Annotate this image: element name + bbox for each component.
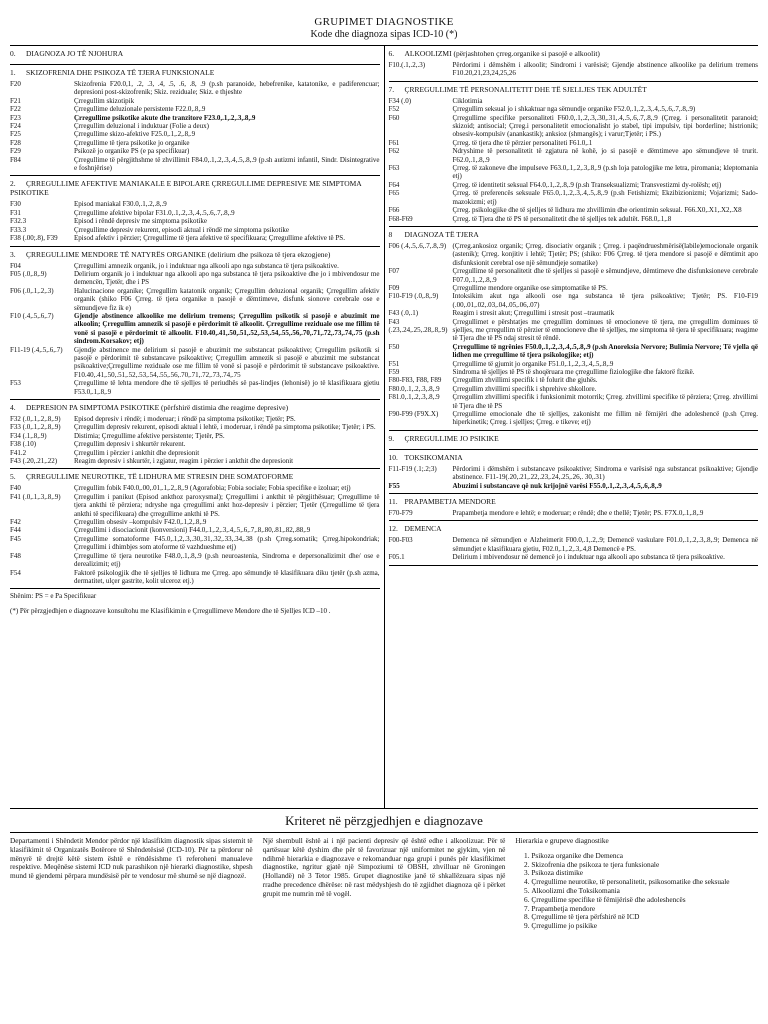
diagnosis-description: Çrregullime specifike personaliteti F60.0,.1,.2,.3,.30,.31,.4,.5,.6,.7,.8,.9 (Çrreg. i personalitetit paranoid; skizoid; antisocial; Çrreg.i personalitetit emocionalisht jo stabel, tipi impulsiv, tipi borderline; histrionik; obsesiv-kompulsiv (anankastik); anksioz (shmangës); i varur;Tjetër; i PS.) — [452, 113, 758, 139]
section-heading — [10, 68, 380, 77]
diagnosis-description: Sindroma të sjelljes të PS të shoqëruara me çrregullime fiziologjike dhe faktorë fizikë. — [452, 368, 695, 376]
diagnosis-description: Halucinacione organike; Çrregullim katatonik organik; Çrregullim deluzional organik; Çrregullim afektiv organik (shiko F06 Çrreg. të tjera organike n pasojë e dëmtimeve, disfunk sionove cerebrale ose e sëmundjeve fiz ik e) — [74, 286, 380, 312]
diagnosis-row — [389, 267, 759, 284]
diagnosis-description: Çrregullim i panikut (Episod ankthoz paroxysmal); Çrregullimi i ankthit të përgjithësuar; Çrregullime të tjera ankthi të përziera; ndryshe nga çrregullimi ankt hoz-depresiv i përzier; Tjetër (Çrregullime të tjera ankthi të specifikuara) dhe çrregullime ankthi të PS. — [74, 492, 380, 518]
diagnosis-row — [10, 552, 380, 569]
diagnosis-code: F55 — [388, 481, 400, 490]
diagnosis-row — [389, 482, 759, 490]
diagnosis-row — [389, 465, 759, 482]
abbreviation-note: Shënim: PS = e Pa Specifikuar — [10, 592, 97, 601]
section-number: 5. — [10, 472, 16, 482]
criteria-section — [10, 833, 758, 931]
diagnosis-code: F28 — [10, 138, 21, 147]
diagnosis-row — [389, 410, 759, 427]
diagnosis-section — [10, 400, 380, 469]
diagnosis-code: F09 — [388, 283, 400, 292]
diagnosis-code: F10-F19 (.0,.8,.9) — [388, 292, 439, 301]
diagnosis-code: F52 — [388, 105, 400, 114]
diagnosis-code: F42 — [10, 518, 21, 527]
diagnosis-row — [10, 262, 380, 270]
diagnosis-code: F32 (.0,.1,.2,.8,.9) — [10, 415, 61, 423]
diagnosis-row — [10, 200, 380, 208]
diagnosis-code: F43 (.20,.21,.22) — [10, 457, 58, 466]
diagnosis-row — [10, 105, 380, 113]
diagnosis-description: Demenca në sëmundjen e Alzheimerit F00.0,.1,.2,.9; Demencë vaskulare F01.0,.1,.2,.3,.8,.9; Demenca në sëmundjet e klasifikuara gjetiu, F02.0,.1,.2,.3,.4,8 Demencë e PS. — [452, 536, 758, 553]
section-title: TOKSIKOMANIA — [404, 452, 463, 462]
diagnosis-row — [389, 509, 759, 517]
diagnosis-row — [389, 114, 759, 139]
diagnosis-description: Çrregullime depresiv rekurent, episodi aktual i rëndë me simptoma psikotike — [74, 225, 290, 234]
diagnosis-description: Çrregullime psikotike akute dhe tranzitore F23.0,.1,.2,.3,.8,.9 — [74, 113, 256, 122]
diagnosis-description: Çrregullime somatoforme F45.0,.1,2,.3,.30,.31,.32,.33,.34,.38 (p.sh Çrreg.somatik; Çrreg.hipokondriak; Çrregullimi i dhimbjes som atoforme të vazhdueshme etj) — [74, 534, 380, 552]
criteria-paragraph-2: Një shembull është ai i një pacienti depresiv që është edhe i alkoolizuar. Për të qartësuar këtë dyshim dhe për të favorizuar një uniformitet ne gjykim, vjen në ndihmë hierarkia e diagnozave e rekomanduar nga grupi i punës për klasifikimet diagnostike, ngritur gjatë një Simpoziumi të OBSH, zhvilluar në Groningen (Hollandë) në 3 Tetor 1985. Grupet diagnostike janë të shkallëzuara sipas një rradhe precedence dhërëse: në rast mëdyshjesh do të zgjidhet diagnoza që i përket grupit me numrin më të vogël. — [262, 836, 506, 898]
diagnosis-row — [10, 312, 380, 346]
diagnosis-row — [389, 368, 759, 376]
diagnosis-row — [10, 457, 380, 465]
diagnosis-code: F70-F79 — [388, 509, 413, 518]
diagnosis-code: F11-F19 (.1;.2;3) — [388, 464, 437, 473]
diagnosis-description: Çrregullim deluzional i induktuar (Folie a deux) — [74, 122, 209, 131]
diagnosis-code: F07 — [388, 267, 400, 276]
diagnosis-description: Çrregullim zhvillimi specifik i shprehive shkollore. — [452, 384, 597, 393]
diagnosis-description: Çrregullim zhvillimi specifik i funksionimit motorrik; Çrreg. zhvillimi specifike të përziera; Çrreg. zhvillimi të Tjera dhe të PS — [452, 393, 758, 410]
diagnosis-code: F65 — [388, 189, 400, 198]
diagnosis-section — [389, 450, 759, 494]
diagnosis-row — [389, 376, 759, 384]
diagnosis-row — [10, 432, 380, 440]
diagnosis-description: Çrreg. të tjera dhe të përzier personaliteti F61.0,.1 — [452, 138, 593, 147]
diagnosis-code: F23 — [10, 113, 21, 122]
diagnosis-description: Çrregullime të përgjithshme të zhvillimit F84.0,.1,.2,.3,.4,.5,.8,.9 (p.sh autizmi infantil, Sindr. Disintegrative e foshnjërise) — [74, 155, 380, 173]
diagnosis-description: Çrregullim seksual jo i shkaktuar nga sëmundje organike F52.0,.1,.2,.3,.4,.5,.6,.7,.8,.9) — [452, 105, 696, 114]
diagnosis-row — [10, 234, 380, 242]
diagnosis-row — [10, 287, 380, 312]
section-number: 3. — [10, 249, 16, 259]
diagnosis-row — [10, 526, 380, 534]
diagnosis-description: Abuzimi i substancave që nuk krijojnë varësi F55.0,.1,.2,.3,.4,.5,.6,.8,.9 — [452, 481, 662, 490]
diagnosis-row — [389, 215, 759, 223]
diagnosis-code: F63 — [388, 164, 400, 173]
diagnosis-row — [389, 343, 759, 360]
diagnosis-description: Gjendje abstinence me delirium si pasojë e abuzimit me substancat psikoaktive; Çrregullim psikotik si pasojë e përdorimit të substancave psikoaktive; Çrregullim amnezik si pasojë e abuzimit me substancat psikoaktive;Çrregullime reziduale ose me fillim të vonë si pasojë e përdorimit të substancave psikoaktive. F10.40,.41,.50,.51,.52,.53,.54,.55,.56,.70,.71,.72,.73,.74,.75 — [74, 345, 380, 379]
diagnosis-row — [10, 423, 380, 431]
page-subtitle: Kode dhe diagnoza sipas ICD-10 (*) — [310, 29, 458, 40]
diagnosis-row — [10, 156, 380, 173]
diagnosis-row — [389, 292, 759, 309]
criteria-title: Kriteret në përzgjedhjen e diagnozave — [10, 809, 758, 833]
diagnosis-description: Çrreg. të identitetit seksual F64.0,.1,.2,.8,.9 (p.sh Transeksualizmi; Transvestizmi dy-rolësh; etj) — [452, 180, 722, 189]
diagnosis-code: F25 — [10, 130, 21, 139]
diagnosis-description: Çrregullime të gjumit jo organike F51.0,.1,.2,.3,.4,.5,.8,.9 — [452, 359, 614, 368]
section-number: 7. — [388, 84, 395, 94]
section-number: 12. — [388, 524, 398, 534]
diagnosis-row — [10, 440, 380, 448]
hierarchy-item: 5. Alkoolizmi dhe Toksikomania — [531, 887, 758, 896]
section-title: DEMENCA — [404, 524, 442, 534]
section-heading — [389, 434, 759, 443]
diagnosis-row — [10, 449, 380, 457]
diagnosis-row — [389, 147, 759, 164]
section-title: ALKOOLIZMI (përjashtohen çrreg.organike si pasojë e alkoolit) — [404, 49, 600, 58]
section-title: SKIZOFRENIA DHE PSIKOZA TË TJERA FUNKSIONALE — [26, 68, 215, 77]
diagnosis-description: Çrregullim obsesiv –kompulsiv F42.0,.1,2,.8,.9 — [74, 518, 207, 527]
diagnosis-row — [389, 385, 759, 393]
diagnosis-code: F48 — [10, 551, 21, 560]
diagnosis-row — [389, 97, 759, 105]
section-title: PRAPAMBETJA MENDORE — [404, 497, 496, 507]
diagnosis-section — [389, 227, 759, 431]
diagnosis-code: F84 — [10, 155, 21, 164]
section-heading — [10, 403, 380, 412]
diagnosis-code: F41.2 — [10, 448, 27, 457]
diagnosis-section — [389, 46, 759, 82]
diagnosis-description: Çrregullime skizo-afektive F25.0,.1,.2,.8,.9 — [74, 130, 196, 139]
diagnosis-description: Reagim i stresit akut; Çrregullimi i stresit post –traumatik — [452, 309, 615, 318]
hierarchy-item: 7. Prapambetja mendore — [531, 905, 758, 914]
diagnosis-row — [10, 535, 380, 552]
diagnosis-code: F59 — [388, 368, 400, 376]
diagnosis-row — [389, 318, 759, 343]
section-title: DIAGNOZA JO TË NJOHURA — [26, 49, 124, 58]
diagnosis-code: F29 — [10, 147, 21, 156]
diagnosis-description: Ndryshime të personalitetit të zgjatura në kohë, jo si pasojë e dëmtimeve apo sëmundjeve të trurit. F62.0,.1,.8,.9 — [452, 147, 758, 164]
left-column — [10, 46, 385, 808]
diagnosis-row — [389, 206, 759, 214]
diagnosis-description: Çrregullimi amnezik organik, jo i induktuar nga alkooli apo nga substanca të tjera psikoaktive. — [74, 261, 339, 270]
diagnosis-code: F20 — [10, 80, 21, 88]
hierarchy-item: 9. Çrregullime jo psikike — [531, 922, 758, 931]
diagnosis-description: Çrregullime të lehta mendore dhe të sjelljes të periudhës së pas-lindjes (lehonisë) jo të klasifikuara gjetiu F53.0,.1,.8,.9 — [74, 379, 380, 396]
footnote: (*) Për përzgjedhjen e diagnozave konsultohu me Klasifikimin e Çrregullimeve Mendore dhe të Sjelljes ICD –10 . — [10, 606, 331, 615]
diagnosis-description: Episod maniakal F30.0,.1,.2,.8,.9 — [74, 200, 167, 209]
section-heading — [389, 524, 759, 533]
diagnosis-code: F51 — [388, 359, 400, 368]
diagnosis-code: F61 — [388, 138, 400, 147]
section-number: 8 — [388, 229, 393, 239]
section-number: 10. — [388, 452, 398, 462]
section-heading — [10, 472, 380, 481]
diagnosis-code: F60 — [388, 113, 400, 122]
diagnosis-code: F41 (.0,.1,.3,.8,.9) — [10, 492, 61, 501]
diagnosis-section — [389, 82, 759, 227]
diagnosis-row — [10, 346, 380, 380]
section-title: ÇRREGULLIME TË PERSONALITETIT DHE TË SJELLJES TEK ADULTËT — [404, 84, 647, 94]
section-title: ÇRREGULLIME NEUROTIKE, TË LIDHURA ME STRESIN DHE SOMATOFORME — [26, 472, 294, 482]
diagnosis-code: F54 — [10, 568, 21, 577]
diagnosis-code: F38 (.00;.8), F39 — [10, 234, 58, 243]
diagnosis-description: Çrregullime të ngrënies F50.0,.1,.2,.3,.4,.5,.8,.9 (p.sh Anoreksia Nervore; Bulimia Nervore; Të vjella që lidhen me çrregullime të tjera psikologjike; etj) — [452, 342, 758, 360]
hierarchy-item: 6. Çrregullime specifike të fëmijërisë dhe adoleshencës — [531, 896, 758, 905]
diagnosis-row — [10, 80, 380, 97]
diagnosis-code: F43 (.23,.24,.25,.28,.8,.9) — [388, 317, 448, 334]
section-number: 11. — [388, 497, 398, 507]
diagnosis-description: Çrregullim depresiv rekurent, episodi aktual i lehtë, i moderuar, i rëndë pa simptoma psikotike; Tjetër; i PS. — [74, 423, 376, 432]
diagnosis-description: Përdorimi i dëmshëm i alkoolit; Sindromi i varësisë; Gjendje abstinence alkoolike pa delirium tremens F10.20,21,23,24,25,26 — [452, 61, 758, 78]
diagnosis-code: F66 — [388, 206, 400, 215]
section-number: 9. — [388, 433, 395, 443]
hierarchy-item: 2. Skizofrenia dhe psikoza te tjera funksionale — [531, 861, 758, 870]
diagnosis-row — [389, 242, 759, 267]
diagnosis-description: Delirium organik jo i induktuar nga alkooli apo nga substanca të tjera psikoaktive dhe jo i mbivendosur me demencën, Tjetër, dhe i PS — [74, 269, 380, 287]
diagnosis-row — [10, 209, 380, 217]
section-heading — [389, 49, 759, 58]
diagnosis-code: F43 (.0,.1) — [388, 309, 419, 318]
diagnosis-description: Reagim depresiv i shkurtër, i zgjatur, reagim i përzier i ankthit dhe depresionit — [74, 457, 294, 466]
diagnosis-code: F06 (.0,.1,.2,.3) — [10, 286, 54, 295]
diagnosis-description: Çrregullime emocionale dhe të sjelljes, zakonisht me fillim në fëmijëri dhe adoleshencë (p.sh Çrreg. hiperkinetik; Çrreg. i sjelljes; Çrreg. e tikeve; etj) — [452, 410, 758, 427]
diagnosis-row — [10, 114, 380, 122]
diagnosis-description: Çrreg. të zakoneve dhe impulseve F63.0,.1,.2,.3,.8,.9 (p.sh loja patologjike me letra, piromania; kleptomania etj) — [452, 164, 758, 181]
diagnosis-description: Skizofrenia F20.0,1, .2, .3, .4, .5, .6, .8, .9 (p.sh paranoide, hebefrenike, katatonike, e padiferencuar; depresioni post-skizofrenik; Skiz. reziduale; Skiz. e thjeshte — [74, 80, 380, 97]
diagnosis-section — [10, 65, 380, 176]
diagnosis-code: F44 — [10, 526, 21, 535]
hierarchy-title: Hierarkia e grupeve diagnostike — [515, 836, 609, 845]
diagnosis-description: Faktorë psikologjik dhe të sjelljes të lidhura me Çrreg. apo sëmundje të klasifikuara diku tjetër (p.sh azma, dermatitet, ulçer gastrite, kolit ulceroz etj.) — [74, 568, 380, 585]
diagnosis-row — [10, 379, 380, 396]
hierarchy-box — [515, 837, 758, 931]
diagnosis-row — [10, 226, 380, 234]
diagnosis-code: F81.0,.1,.2,.3,.8,.9 — [388, 393, 440, 402]
section-title: DEPRESION PA SIMPTOMA PSIKOTIKE (përfshirë distimia dhe reagime depresive) — [26, 403, 289, 412]
diagnosis-description: Intoksikim akut nga alkooli ose nga substanca të tjera psikoaktive; Tjetër; PS. F10-F19 (.00,.01,.02,.03,.04,.05,.06,.07) — [452, 292, 758, 309]
diagnosis-row — [389, 536, 759, 553]
diagnosis-row — [10, 122, 380, 130]
diagnosis-description: Çrregullim i përzier i ankthit dhe depresionit — [74, 448, 200, 457]
diagnosis-row — [389, 309, 759, 317]
diagnosis-columns — [10, 45, 758, 809]
hierarchy-list — [515, 852, 758, 931]
page — [10, 0, 758, 931]
diagnosis-description: Çrreg. psikologjike dhe të sjelljes të lidhura me zhvillimin dhe orientimin seksual. F66.X0,.X1,.X2,.X8 — [452, 206, 742, 215]
diagnosis-code: F32.3 — [10, 217, 27, 226]
diagnosis-description: Distimia; Çrregullime afektive persistente; Tjetër, PS. — [74, 431, 225, 440]
section-heading — [389, 85, 759, 94]
diagnosis-section — [10, 469, 380, 589]
section-heading — [389, 230, 759, 239]
diagnosis-row — [389, 393, 759, 410]
diagnosis-section — [389, 521, 759, 565]
diagnosis-code: F31 — [10, 208, 21, 217]
diagnosis-row — [10, 130, 380, 138]
diagnosis-description: Delirium i mbivendosur në demencë jo i induktuar nga alkooli apo substanca të tjera psikoaktive. — [452, 553, 725, 562]
diagnosis-row — [389, 360, 759, 368]
diagnosis-code: F21 — [10, 96, 21, 105]
diagnosis-code: F05 (.0,.8,.9) — [10, 269, 47, 278]
diagnosis-description: Çrregullime të tjera neurotike F48.0,.1,.8,.9 (p.sh neuroastenia, Sindroma e depersonalizimit dhe/ ose e derealizimit; etj) — [74, 551, 380, 569]
section-title: ÇRREGULLIME JO PSIKIKE — [404, 433, 499, 443]
diagnosis-code: F40 — [10, 484, 21, 493]
section-number: 0. — [10, 49, 16, 58]
diagnosis-description: Çrregullimi i disociacionit (konversioni) F44.0,.1,.2,.3,.4,.5,.6,.7,.8,.80,.81,.82,.88,.9 — [74, 526, 311, 535]
section-number: 1. — [10, 68, 16, 77]
diagnosis-section — [10, 247, 380, 401]
hierarchy-item: 3. Psikoza distimike — [531, 869, 758, 878]
diagnosis-description: Episod i rëndë depresiv me simptoma psikotike — [74, 217, 207, 226]
diagnosis-description: Episod afektiv i përzier; Çrregullime të tjera afektive të specifikuara; Çrregullime afektive të PS. — [74, 234, 345, 243]
hierarchy-item: 1. Psikoza organike dhe Demenca — [531, 852, 758, 861]
diagnosis-description: Prapambetja mendore e lehtë; e moderuar; e rëndë; dhe e thellë; Tjetër; PS. F7X.0,.1,.8,.9 — [452, 509, 704, 518]
diagnosis-code: F64 — [388, 180, 400, 189]
diagnosis-row — [10, 518, 380, 526]
diagnosis-description: Çrregullim zhvillimi specifik i të folurit dhe gjuhës. — [452, 376, 598, 385]
diagnosis-description: Çrregullim skizotipik — [74, 96, 135, 105]
section-title: ÇRREGULLIME MENDORE TË NATYRËS ORGANIKE (delirium dhe psikoza të tjera ekzogjene) — [26, 249, 331, 259]
section-heading — [10, 179, 380, 197]
hierarchy-item: 4. Çrregullime neurotike, të personalitetit, psikosomatike dhe seksuale — [531, 878, 758, 887]
diagnosis-code: F50 — [388, 342, 400, 351]
diagnosis-description: Çrregullime të personalitetit dhe të sjelljes si pasojë e sëmundjeve, dëmtimeve dhe disfunksioneve cerebrale F07.0,.1,.2,.8,.9 — [452, 267, 758, 284]
diagnosis-row — [10, 139, 380, 147]
diagnosis-row — [10, 569, 380, 586]
diagnosis-code: F80.0,.1,.2,.3,.8,.9 — [388, 384, 440, 393]
section-title: DIAGNOZA TË TJERA — [404, 229, 479, 239]
diagnosis-code: F05.1 — [388, 553, 405, 562]
diagnosis-description: Çrreg. të Tjera dhe të PS të personalitetit dhe të sjelljes tek adultët. F68.0,.1,.8 — [452, 214, 672, 223]
diagnosis-row — [389, 181, 759, 189]
diagnosis-row — [389, 105, 759, 113]
right-column — [385, 46, 759, 808]
diagnosis-section — [10, 176, 380, 246]
diagnosis-row — [389, 61, 759, 78]
section-heading — [10, 49, 380, 58]
diagnosis-row — [10, 217, 380, 225]
diagnosis-code: F33 (.0,.1,.2,.8,.9) — [10, 423, 61, 432]
diagnosis-code: F34 (.1,.8,.9) — [10, 431, 47, 440]
diagnosis-code: F33.3 — [10, 225, 27, 234]
section-number: 4. — [10, 403, 16, 412]
diagnosis-row — [10, 493, 380, 518]
diagnosis-code: F10.(.1,.2,.3) — [388, 61, 426, 69]
diagnosis-section — [10, 46, 380, 65]
hierarchy-item: 8. Çrregullime të tjera përfshirë në ICD — [531, 913, 758, 922]
section-title: ÇRREGULLIME AFEKTIVE MANIAKALE E BIPOLARE ÇRREGULLIME DEPRESIVE ME SIMPTOMA PSIKOTIKE — [10, 179, 362, 198]
section-heading — [389, 453, 759, 462]
diagnosis-code: F24 — [10, 122, 21, 131]
diagnosis-description: Çrregullimet e përshtatjes me çrregullim dominues të emocioneve të tjera, me çrregullim dominues të sjelljes, me çrregullim të përzier të emocioneve dhe të sjelljes, me simptoma të tjera të specifikuara; reagime të Tjera dhe të PS ndaj stresit të rëndë. — [452, 317, 758, 343]
diagnosis-description: Episod depresiv i rëndë; i moderuar; i rëndë pa simptoma psikotike; Tjetër; PS. — [74, 415, 296, 423]
diagnosis-description: Çrregullime afektive bipolar F31.0,.1,.2,.3,.4,.5,.6,.7,.8,.9 — [74, 208, 235, 217]
diagnosis-description: Çrregullime deluzionale persistente F22.0,.8,.9 — [74, 105, 206, 114]
diagnosis-description: (Çrreg.ankosioz organik; Çrreg. disociativ organik ; Çrreg. i paqëndrueshmërisë(labile)emocionale organik (astenik); Çrreg. konjitiv i lehtë; Tjetër; PS; (shiko: F06 Çrreg. të tjera mendore si pasojë e dëmtimit apo disfunksionit cerebral ose një sëmundjeje somatike) — [452, 241, 758, 267]
diagnosis-section — [389, 494, 759, 521]
diagnosis-description: Përdorimi i dëmshëm i substancave psikoaktive; Sindroma e varësisë nga substancat psikoaktive; Gjendje abstinence. F11-19(.20,.21,.22,.23,.24,.25,.26,. 30,.31) — [452, 464, 758, 482]
diagnosis-description: Ciklotimia — [452, 96, 483, 105]
diagnosis-code: F62 — [388, 147, 400, 156]
diagnosis-code: F11-19 (.4,.5,.6,.7) — [10, 345, 63, 354]
diagnosis-row — [10, 415, 380, 423]
page-title: GRUPIMET DIAGNOSTIKE — [314, 16, 454, 28]
diagnosis-row — [389, 284, 759, 292]
section-heading — [389, 497, 759, 506]
diagnosis-description: Çrreg. të preferencës seksuale F65.0,.1,.2,.3,.4,.5,.8,.9 (p.sh Fetishizmi; Ekzibizionizmi; Vojarizmi; Sado-mazokizmi; etj) — [452, 189, 758, 206]
diagnosis-row — [389, 189, 759, 206]
section-number: 6. — [388, 49, 395, 58]
diagnosis-code: F34 (.0) — [388, 96, 412, 105]
section-number: 2. — [10, 179, 16, 189]
diagnosis-code: F04 — [10, 261, 21, 270]
diagnosis-row — [389, 164, 759, 181]
diagnosis-row — [10, 484, 380, 492]
diagnosis-row — [10, 97, 380, 105]
diagnosis-code: F38 (.10) — [10, 440, 37, 449]
diagnosis-code: F00-F03 — [388, 536, 413, 545]
diagnosis-code: F53 — [10, 379, 21, 388]
diagnosis-row — [10, 147, 380, 155]
diagnosis-code: F06 (.4,.5,.6,.7,.8,.9) — [388, 241, 447, 250]
diagnosis-code: F45 — [10, 534, 21, 543]
diagnosis-description: Gjendje abstinence alkoolike me delirium tremens; Çrregullim psikotik si pasojë e abuzimit me alkoolin; Çrregullim amnezik si pasojë e përdorimit të alkoolit. Çrregullime reziduale ose me fillim të vonë si pasojë e përdorimit të alkoolit. F10.40,.41,.50,.51,.52,.53,.54,.55,.56,.70,.71,.72,.73,.74,.75 (p.sh sindrom.Korsakov; etj) — [74, 311, 380, 346]
criteria-paragraph-1: Departamenti i Shëndetit Mendor përdor një klasifikim diagnostik sipas sistemit të klasifikimit të Organizatës Botërore të Shëndetësisë (ICD-10). Për ta përdorur në mënyrë të drejtë këtë sistem është e rëndësishme t'i referoheni manualeve respektive. Meqënëse sistemi ICD nuk parashikon një hierarki diagnostike, shpesh mund të gjendemi përpara mundësisë për te vendosur më shumë se një diagnozë. — [10, 836, 253, 881]
diagnosis-code: F90-F99 (F9X.X) — [388, 410, 439, 419]
diagnosis-code: F10 (.4,.5,.6,.7) — [10, 311, 54, 320]
diagnosis-row — [389, 139, 759, 147]
diagnosis-code: F22 — [10, 105, 21, 114]
diagnosis-code: F68-F69 — [388, 214, 413, 223]
diagnosis-section — [389, 431, 759, 450]
diagnosis-description: Çrregullime të tjera psikotike jo organike — [74, 138, 190, 147]
diagnosis-description: Çrregullim depresiv i shkurtër rekurent. — [74, 440, 186, 449]
section-heading — [10, 250, 380, 259]
diagnosis-description: Çrregullim fobik F40.0,.00,.01,.1,.2,.8,.9 (Agorafobia; Fobia sociale; Fobia specifike e izoluar; etj) — [74, 484, 351, 493]
diagnosis-description: Çrregullime mendore organike ose simptomatike të PS. — [452, 283, 608, 292]
diagnosis-code: F80-F83, F88, F89 — [388, 376, 442, 385]
diagnosis-row — [389, 553, 759, 561]
diagnosis-description: Psikozë jo organike PS (e pa specifikuar) — [74, 147, 190, 156]
diagnosis-row — [10, 270, 380, 287]
diagnosis-code: F30 — [10, 200, 21, 209]
